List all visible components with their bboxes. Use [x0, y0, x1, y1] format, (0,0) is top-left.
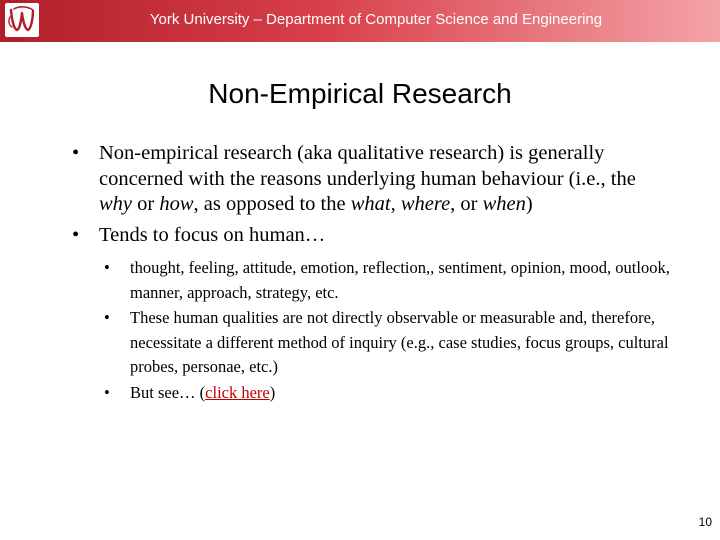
- sub-bullet-item: [104, 381, 672, 406]
- bullet-text: ,: [390, 193, 401, 215]
- bullet-dot: •: [72, 223, 80, 246]
- sub-bullet-text: But see… (: [130, 382, 206, 402]
- bullet-item: [72, 141, 672, 218]
- bullet-text: Tends to focus on human…: [99, 223, 326, 246]
- bullet-text: , as opposed to the: [193, 193, 351, 215]
- bullet-dot: •: [104, 382, 110, 402]
- sub-bullet-text: These human qualities are not directly observable or measurable and, therefore, necessitate a different method of inquiry (e.g., case studies, focus groups, cultural probes, personae, etc.): [130, 308, 669, 376]
- bullet-dot: •: [104, 308, 110, 327]
- bullet-text: ): [525, 193, 533, 215]
- sub-bullet-item: [104, 306, 672, 380]
- slide-content: [72, 141, 672, 406]
- york-logo-icon: [5, 3, 39, 37]
- sub-bullet-text: ): [269, 382, 276, 402]
- header-title: York University – Department of Computer Science and Engineering: [149, 11, 603, 28]
- sub-bullet-list: [104, 256, 672, 405]
- emphasis-why: why: [99, 193, 133, 215]
- bullet-text: , or: [450, 193, 483, 215]
- bullet-dot: •: [104, 258, 110, 277]
- bullet-item: [72, 223, 672, 249]
- bullet-text: Non-empirical research (aka qualitative research) is generally concerned with the reasons underlying human behaviour (i.e., the: [99, 142, 636, 190]
- emphasis-where: where: [400, 193, 451, 215]
- emphasis-how: how: [159, 193, 194, 215]
- slide-title: Non-Empirical Research: [208, 78, 512, 109]
- header-bar: [0, 0, 720, 42]
- sub-bullet-item: [104, 256, 672, 305]
- bullet-dot: •: [72, 142, 80, 164]
- page-number: 10: [698, 515, 712, 529]
- sub-bullet-text: thought, feeling, attitude, emotion, reflection,, sentiment, opinion, mood, outlook, manner, approach, strategy, etc.: [130, 258, 670, 302]
- bullet-text: or: [132, 193, 160, 215]
- emphasis-when: when: [482, 193, 526, 215]
- emphasis-what: what: [350, 193, 391, 215]
- click-here-link[interactable]: click here: [205, 382, 270, 402]
